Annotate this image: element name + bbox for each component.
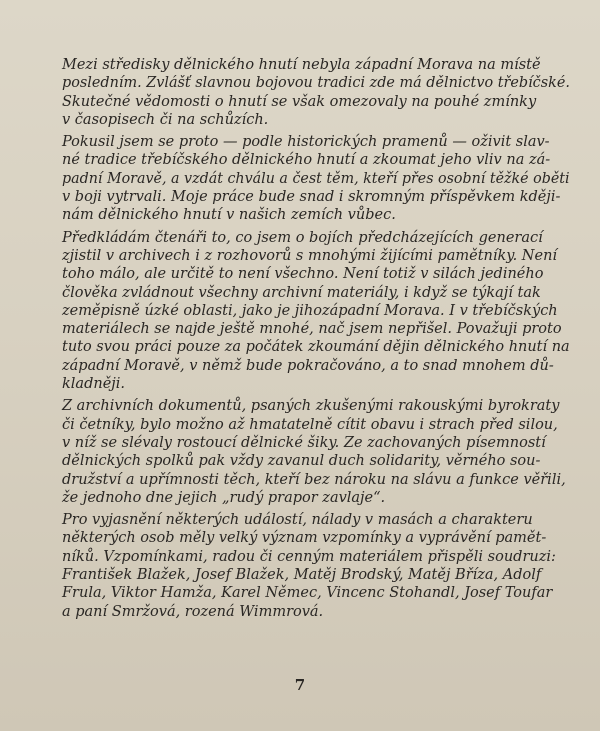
text-line: né tradice třebíčského dělnického hnutí a zkoumat jeho vliv na zá- [62, 152, 551, 169]
text-line: posledním. Zvlášť slavnou bojovou tradici zde má dělnictvo třebíčské. [62, 75, 570, 92]
text-line: Pokusil jsem se proto — podle historických pramenů — oživit slav- [62, 134, 550, 151]
text-line: Frula, Viktor Hamža, Karel Němec, Vincenc Stohandl, Josef Toufar [62, 585, 553, 602]
text-line: tuto svou práci pouze za počátek zkoumání dějin dělnického hnutí na [62, 339, 570, 356]
text-line: že jednoho dne jejich „rudý prapor zavlaje“. [62, 489, 386, 506]
text-line: v boji vytrvali. Moje práce bude snad i skromným příspěvkem kději- [62, 189, 561, 206]
paragraph-3 [62, 229, 570, 394]
text-line: padní Moravě, a vzdát chválu a čest těm, kteří přes osobní těžké oběti [62, 170, 570, 187]
text-line: Skutečné vědomosti o hnutí se však omezovaly na pouhé zmínky [62, 93, 537, 110]
text-line: některých osob měly velký význam vzpomínky a vyprávění pamět- [62, 530, 547, 547]
text-line: v časopisech či na schůzích. [62, 111, 269, 128]
text-line: západní Moravě, v němž bude pokračováno, a to snad mnohem dů- [62, 357, 554, 374]
text-line: člověka zvládnout všechny archivní materiály, i když se týkají tak [62, 284, 541, 301]
text-line: toho málo, ale určitě to není všechno. Není totiž v silách jediného [62, 266, 544, 283]
text-line: nám dělnického hnutí v našich zemích vůbec. [62, 207, 396, 224]
text-line: Z archivních dokumentů, psaných zkušenými rakouskými byrokraty [62, 398, 560, 415]
text-line: zeměpisně úzké oblasti, jako je jihozápadní Morava. I v třebíčských [62, 302, 558, 319]
text-line: Předkládám čtenáři to, co jsem o bojích předcházejících generací [62, 229, 543, 246]
text-line: a paní Smržová, rozená Wimmrová. [62, 603, 324, 620]
text-line: níků. Vzpomínkami, radou či cenným materiálem přispěli soudruzi: [62, 548, 556, 565]
text-line: kladněji. [62, 376, 126, 393]
text-line: materiálech se najde ještě mnohé, nač jsem nepřišel. Považuji proto [62, 321, 562, 338]
text-line: družství a upřímnosti těch, kteří bez nároku na slávu a funkce věřili, [62, 471, 566, 488]
paragraph-5 [62, 511, 570, 621]
paragraph-2 [62, 133, 570, 224]
text-line: dělnických spolků pak vždy zavanul duch solidarity, věrného sou- [62, 453, 541, 470]
text-line: v níž se slévaly rostoucí dělnické šiky. Ze zachovaných písemností [62, 434, 546, 451]
paragraph-4 [62, 397, 570, 507]
paragraph-1 [62, 56, 570, 129]
text-line: či četníky, bylo možno až hmatatelně cítit obavu i strach před silou, [62, 416, 558, 433]
page-number: 7 [294, 676, 306, 694]
text-line: Pro vyjasnění některých událostí, nálady v masách a charakteru [62, 512, 533, 529]
text-line: zjistil v archivech i z rozhovorů s mnohými žijícími pamětníky. Není [62, 247, 558, 264]
text-line: Mezi středisky dělnického hnutí nebyla západní Morava na místě [62, 57, 541, 73]
text-line: František Blažek, Josef Blažek, Matěj Brodský, Matěj Bříza, Adolf [62, 567, 542, 584]
